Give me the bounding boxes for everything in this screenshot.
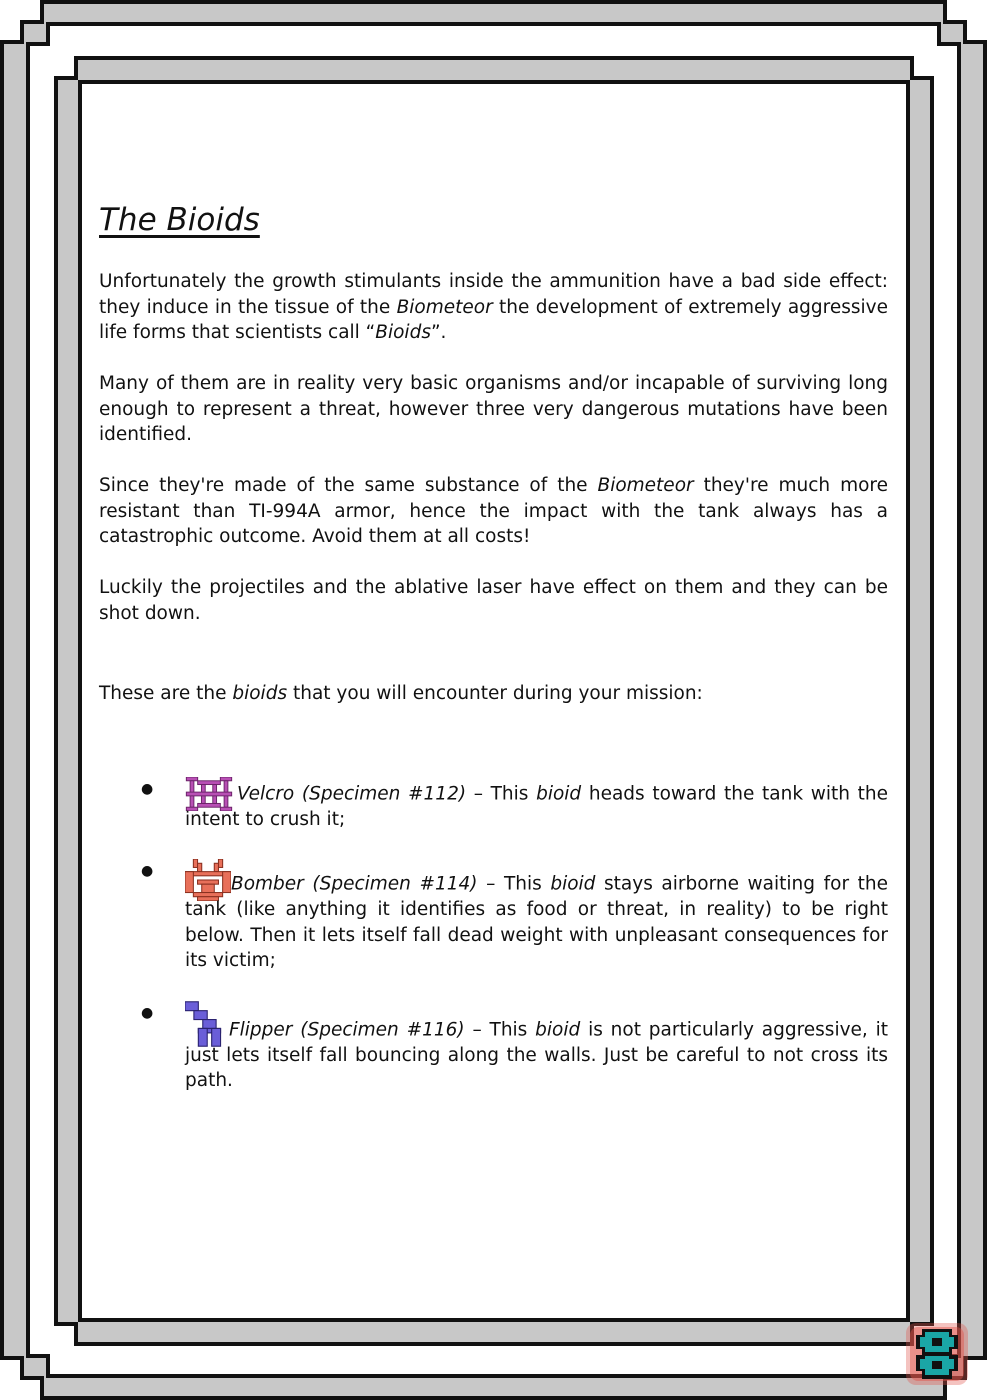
bioid-item-flipper — [99, 1001, 888, 1094]
term-bioid: bioid — [535, 1019, 581, 1040]
page-title: The Bioids — [99, 202, 260, 238]
paragraph-resistance — [99, 473, 888, 550]
text-run: Since they're made of the same substance of the — [99, 475, 598, 496]
paragraph-mutations: Many of them are in reality very basic organisms and/or incapable of surviving long enough to represent a threat, however three very dangerous mutations have been identified. — [99, 373, 888, 445]
page-number-text: 8 — [937, 1383, 938, 1384]
text-run: ”. — [430, 322, 447, 343]
term-biometeor: Biometeor — [396, 296, 493, 318]
bioid-name: Flipper — [229, 1019, 293, 1040]
bioid-name: Velcro — [237, 783, 295, 804]
bioid-description: heads toward the tank with the intent to crush it; — [185, 783, 888, 830]
bioid-description: is not particularly aggressive, it just lets itself fall bouncing along the walls. Just be careful to not cross its path. — [185, 1019, 889, 1091]
specimen-number: (Specimen #112) — [301, 783, 467, 804]
bioid-name: Bomber — [231, 873, 304, 895]
term-bioid: bioid — [550, 873, 596, 895]
text-run: – This — [466, 783, 537, 804]
term-biometeor: Biometeor — [597, 475, 694, 496]
flipper-sprite-icon — [185, 1001, 225, 1047]
bioid-description: stays airborne waiting for the tank (like anything it identifies as food or threat, in reality) to be right below. Then it lets itself fall dead weight with unpleasant consequences for its victim; — [185, 873, 888, 971]
text-run: that you will encounter during your mission: — [287, 683, 703, 704]
velcro-sprite-icon — [185, 777, 233, 811]
page-number-glyph — [906, 1323, 968, 1385]
bomber-sprite-icon — [185, 859, 231, 901]
text-run: – This — [464, 1019, 536, 1040]
term-bioids: bioids — [232, 683, 288, 704]
text-run: Unfortunately the growth stimulants inside the ammunition have a bad side effect: they induce in the tissue of the — [99, 271, 888, 318]
specimen-number: (Specimen #116) — [300, 1019, 465, 1040]
bioid-item-velcro — [99, 777, 888, 833]
page-content — [99, 200, 888, 1094]
bullet: ● — [141, 1004, 154, 1021]
term-bioids: Bioids — [375, 322, 431, 343]
specimen-number: (Specimen #114) — [312, 873, 478, 895]
paragraph-list-intro — [99, 681, 888, 707]
bioid-list — [99, 777, 888, 1094]
paragraph-weapons: Luckily the projectiles and the ablative laser have effect on them and they can be shot down. — [99, 577, 888, 624]
bullet: ● — [141, 780, 154, 797]
text-run: These are the — [99, 683, 233, 704]
bioid-item-bomber — [99, 859, 888, 974]
text-run: – This — [477, 873, 551, 895]
text-run: they're much more resistant than TI-994A armor, hence the impact with the tank always has a catastrophic outcome. Avoid them at all costs! — [99, 475, 888, 547]
term-bioid: bioid — [536, 783, 582, 804]
bullet: ● — [141, 863, 154, 879]
text-run: the development of extremely aggressive life forms that scientists call “ — [99, 296, 888, 343]
page-number-badge — [906, 1323, 968, 1389]
paragraph-intro — [99, 269, 888, 346]
